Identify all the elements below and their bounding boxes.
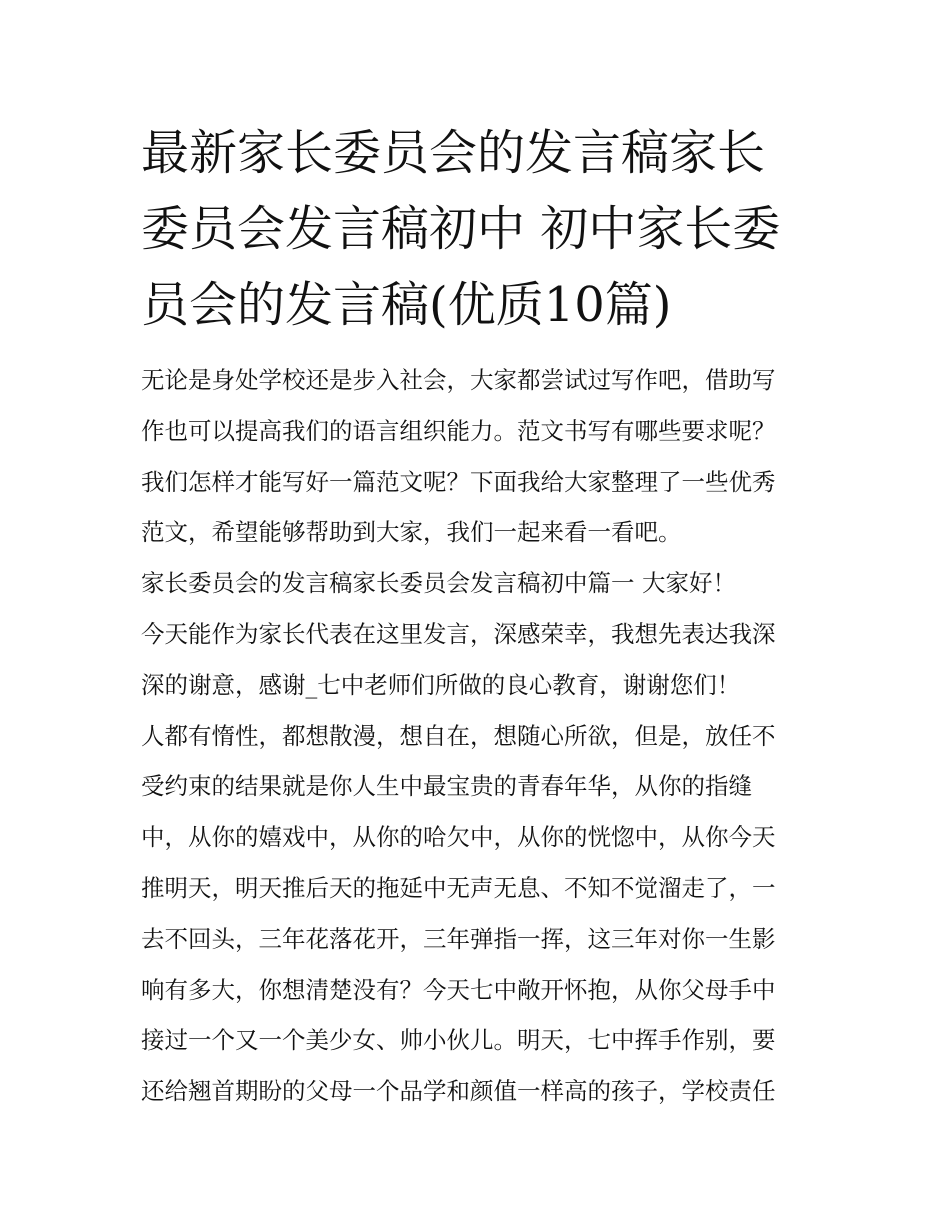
body-line: 今天能作为家长代表在这里发言，深感荣幸，我想先表达我深 bbox=[141, 619, 776, 648]
body-line: 受约束的结果就是你人生中最宝贵的青春年华，从你的指缝 bbox=[141, 772, 752, 801]
document-title bbox=[141, 115, 813, 343]
body-line: 深的谢意，感谢_七中老师们所做的良心教育，谢谢您们！ bbox=[141, 670, 741, 699]
body-line: 范文，希望能够帮助到大家，我们一起来看一看吧。 bbox=[141, 518, 682, 547]
body-line: 无论是身处学校还是步入社会，大家都尝试过写作吧，借助写 bbox=[141, 366, 776, 394]
document-body bbox=[141, 355, 813, 1117]
body-line: 作也可以提高我们的语言组织能力。范文书写有哪些要求呢？ bbox=[141, 416, 776, 445]
title-line: 最新家长委员会的发言稿家长 bbox=[141, 125, 766, 181]
body-line: 我们怎样才能写好一篇范文呢？下面我给大家整理了一些优秀 bbox=[141, 467, 776, 496]
body-line: 推明天，明天推后天的拖延中无声无息、不知不觉溜走了，一 bbox=[141, 873, 776, 902]
title-line: 委员会发言稿初中 初中家长委 bbox=[141, 201, 781, 257]
body-line: 还给翘首期盼的父母一个品学和颜值一样高的孩子，学校责任 bbox=[141, 1077, 776, 1106]
document-page bbox=[141, 115, 813, 1117]
body-line: 响有多大，你想清楚没有？今天七中敞开怀抱，从你父母手中 bbox=[141, 975, 776, 1004]
body-line: 中，从你的嬉戏中，从你的哈欠中，从你的恍惚中，从你今天 bbox=[141, 823, 776, 852]
body-line: 人都有惰性，都想散漫，想自在，想随心所欲，但是，放任不 bbox=[141, 721, 776, 750]
title-line: 员会的发言稿(优质10篇) bbox=[141, 277, 672, 333]
section-heading-line: 家长委员会的发言稿家长委员会发言稿初中篇一 大家好！ bbox=[141, 569, 736, 598]
body-line: 接过一个又一个美少女、帅小伙儿。明天，七中挥手作别，要 bbox=[141, 1026, 776, 1055]
body-line: 去不回头，三年花落花开，三年弹指一挥，这三年对你一生影 bbox=[141, 924, 776, 953]
